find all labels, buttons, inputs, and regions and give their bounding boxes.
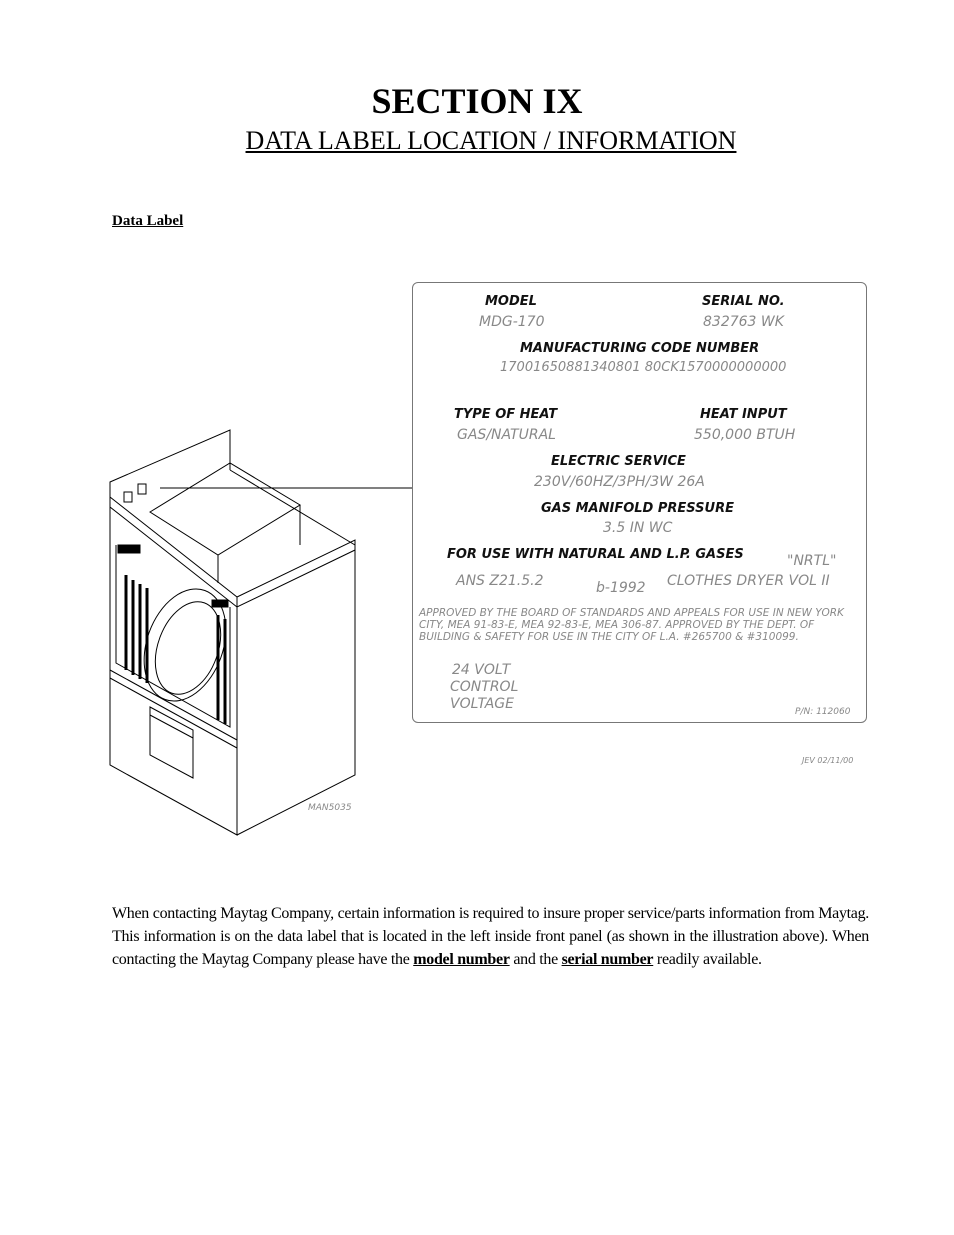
model-value: MDG-170: [479, 314, 545, 330]
model-heading: MODEL: [485, 294, 537, 309]
gas-value: 3.5 IN WC: [603, 520, 673, 536]
body-text: and the: [509, 951, 562, 968]
voltage-line-1: 24 VOLT: [452, 662, 511, 678]
nrtl: "NRTL": [787, 553, 837, 569]
voltage-line-3: VOLTAGE: [450, 696, 514, 712]
dryer-volume: CLOTHES DRYER VOL II: [667, 573, 830, 589]
section-subtitle: DATA LABEL LOCATION / INFORMATION: [245, 126, 737, 155]
voltage-line-2: CONTROL: [450, 679, 519, 695]
type-heat-value: GAS/NATURAL: [457, 427, 556, 443]
data-label-plate: [412, 282, 867, 723]
body-text: readily available.: [653, 951, 762, 968]
data-label-heading: Data Label: [112, 213, 184, 229]
gases-heading: FOR USE WITH NATURAL AND L.P. GASES: [447, 547, 744, 562]
serial-heading: SERIAL NO.: [702, 294, 785, 309]
gas-heading: GAS MANIFOLD PRESSURE: [541, 501, 734, 516]
serial-value: 832763 WK: [703, 314, 784, 330]
drawing-date: JEV 02/11/00: [802, 756, 854, 765]
approval-line-1: APPROVED BY THE BOARD OF STANDARDS AND APPEALS FOR USE IN NEW YORK: [419, 607, 844, 619]
section-title: SECTION IX: [371, 81, 583, 121]
ans-standard: ANS Z21.5.2: [456, 573, 544, 589]
body-text: When contacting Maytag Company, certain information is required to insure proper service/parts information from Maytag. This information is on the data label that is located in the left inside front panel (as shown in the illustration above). When contacting the Maytag Company please have the: [112, 905, 869, 968]
mfg-code-heading: MANUFACTURING CODE NUMBER: [520, 341, 760, 356]
electric-heading: ELECTRIC SERVICE: [551, 454, 686, 469]
drawing-number: MAN5035: [308, 803, 352, 813]
part-number: P/N: 112060: [795, 707, 851, 717]
type-heat-heading: TYPE OF HEAT: [454, 407, 558, 422]
model-number-emphasis: model number: [413, 951, 510, 968]
approval-line-3: BUILDING & SAFETY FOR USE IN THE CITY OF L.A. #265700 & #310099.: [419, 631, 799, 643]
serial-number-emphasis: serial number: [561, 951, 654, 968]
approval-line-2: CITY, MEA 91-83-E, MEA 92-83-E, MEA 306-87. APPROVED BY THE DEPT. OF: [419, 619, 815, 631]
ans-year: b-1992: [596, 580, 646, 596]
electric-value: 230V/60HZ/3PH/3W 26A: [534, 474, 705, 490]
mfg-code-value: 17001650881340801 80CK1570000000000: [500, 360, 787, 375]
instructions-paragraph: [112, 902, 869, 971]
heat-input-value: 550,000 BTUH: [694, 427, 796, 443]
heat-input-heading: HEAT INPUT: [700, 407, 787, 422]
